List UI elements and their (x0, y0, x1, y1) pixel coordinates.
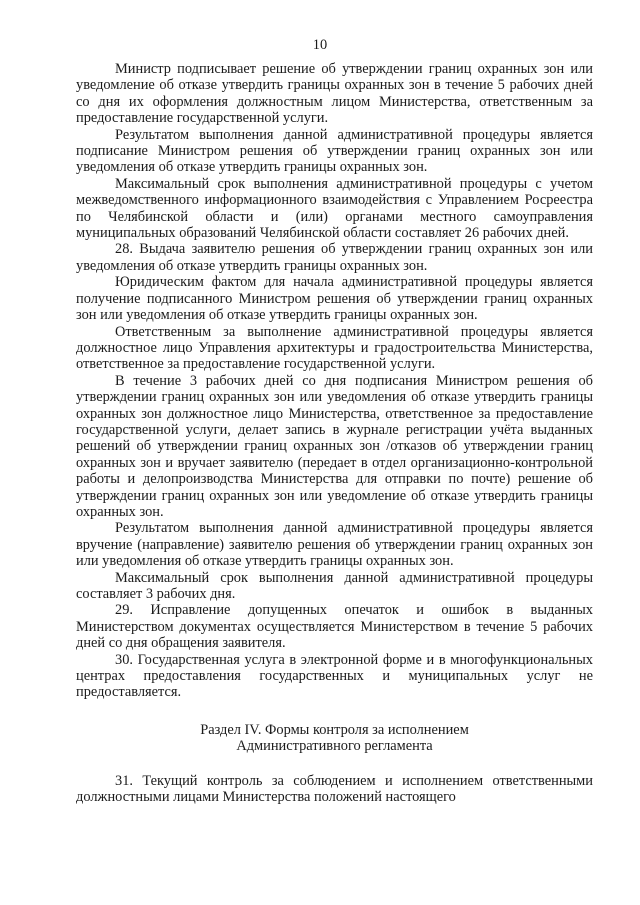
paragraph: Ответственным за выполнение административной процедуры является должностное лицо Управления архитектуры и градостроительства Министерства, ответственное за предоставление государственной услуги. (76, 323, 593, 373)
paragraph: Результатом выполнения данной административной процедуры является вручение (направление) заявителю решения об утверждении границ охранных зон или уведомления об отказе утвердить границы охранных зон. (76, 520, 593, 570)
paragraph: Министр подписывает решение об утверждении границ охранных зон или уведомление об отказе утвердить границы охранных зон в течение 5 рабочих дней со дня их оформления должностным лицом Министерства, ответственным за предоставление государственной услуги. (76, 61, 593, 127)
paragraph: В течение 3 рабочих дней со дня подписания Министром решения об утверждении границ охранных зон или уведомления об отказе утвердить границы охранных зон должностное лицо Министерства, ответственное за предоставление государственной услуги, делает запись в журнале регистрации учёта выданных решений об утверждении границ охранных зон /отказов об утверждении границ охранных зон и вручает заявителю (передает в отдел организационно-контрольной работы и делопроизводства Министерства для отправки по почте) решение об утверждении границ охранных зон или уведомление об отказе утвердить границы охранных зон. (76, 372, 593, 520)
paragraph: 30. Государственная услуга в электронной форме и в многофункциональных центрах предоставления государственных и муниципальных услуг не предоставляется. (76, 651, 593, 701)
paragraph: 31. Текущий контроль за соблюдением и исполнением ответственными должностными лицами Министерства положений настоящего (76, 772, 593, 806)
paragraph: Результатом выполнения данной административной процедуры является подписание Министром решения об утверждении границ охранных зон или уведомления об отказе утвердить границы охранных зон. (76, 126, 593, 176)
paragraph: Юридическим фактом для начала административной процедуры является получение подписанного Министром решения об утверждении границ охранных зон или уведомления об отказе утвердить границы охранных зон. (76, 274, 593, 324)
section-heading-line: Административного регламента (236, 738, 433, 755)
section-heading (76, 722, 593, 755)
paragraph: Максимальный срок выполнения административной процедуры с учетом межведомственного информационного взаимодействия с Управлением Росреестра по Челябинской области и (или) органами местного самоуправления муниципальных образований Челябинской области составляет 26 рабочих дней. (76, 175, 593, 242)
document-body (76, 61, 593, 805)
section-heading-line: Раздел IV. Формы контроля за исполнением (200, 721, 469, 738)
paragraph: Максимальный срок выполнения данной административной процедуры составляет 3 рабочих дня. (76, 569, 593, 602)
paragraph: 28. Выдача заявителю решения об утверждении границ охранных зон или уведомления об отказе утвердить границы охранных зон. (76, 241, 593, 274)
page-number: 10 (312, 37, 328, 53)
paragraph: 29. Исправление допущенных опечаток и ошибок в выданных Министерством документах осуществляется Министерством в течение 5 рабочих дней со дня обращения заявителя. (76, 602, 593, 652)
